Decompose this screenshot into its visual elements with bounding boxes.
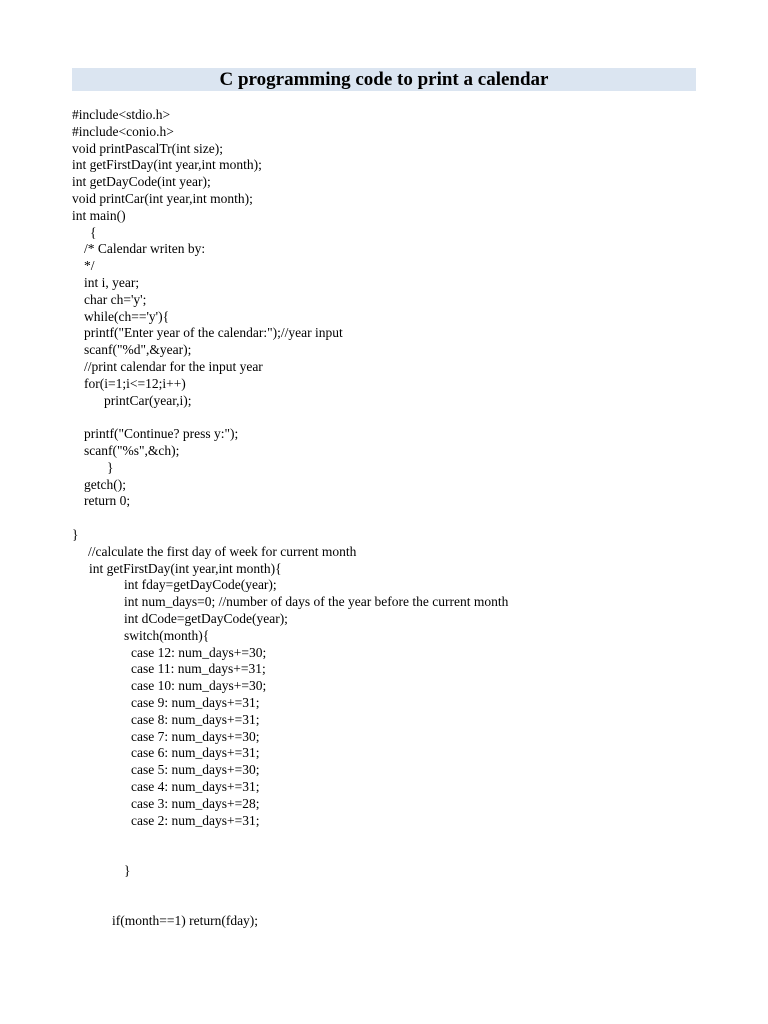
code-line: }	[72, 527, 79, 542]
code-line: scanf("%s",&ch);	[84, 443, 180, 458]
code-line: return 0;	[84, 493, 131, 509]
code-line: case 6: num_days+=31;	[131, 745, 260, 761]
code-line: printCar(year,i);	[104, 392, 192, 408]
code-line: int i, year;	[84, 275, 140, 290]
code-line: switch(month){	[124, 627, 210, 643]
code-line: case 7: num_days+=30;	[131, 728, 260, 744]
code-line: int main()	[72, 207, 126, 223]
code-line: case 8: num_days+=31;	[131, 711, 260, 727]
code-line: //calculate the first day of week for current month	[88, 543, 357, 559]
code-line: //print calendar for the input year	[84, 359, 263, 374]
code-line: #include<conio.h>	[72, 123, 174, 139]
code-line: case 3: num_days+=28;	[131, 795, 260, 811]
code-line: while(ch=='y'){	[84, 308, 170, 324]
code-line: case 4: num_days+=31;	[131, 779, 260, 794]
code-line: /* Calendar writen by:	[84, 241, 206, 257]
code-line: if(month==1) return(fday);	[112, 913, 259, 929]
code-line: */	[84, 258, 95, 274]
code-line: #include<stdio.h>	[72, 107, 171, 122]
document-title: C programming code to print a calendar	[72, 68, 696, 91]
code-line: scanf("%d",&year);	[84, 342, 192, 358]
code-line: int dCode=getDayCode(year);	[124, 611, 288, 626]
code-line: int getFirstDay(int year,int month);	[72, 157, 262, 173]
code-line: for(i=1;i<=12;i++)	[84, 375, 186, 391]
code-line: int num_days=0; //number of days of the year before the current month	[124, 594, 509, 610]
code-line: void printCar(int year,int month);	[72, 191, 253, 206]
code-line: case 12: num_days+=30;	[131, 644, 267, 660]
code-line: }	[107, 459, 114, 475]
code-line: case 9: num_days+=31;	[131, 695, 260, 710]
code-line: getch();	[84, 476, 126, 492]
code-line: case 5: num_days+=30;	[131, 762, 260, 778]
code-line: case 2: num_days+=31;	[131, 812, 260, 828]
code-line: int getFirstDay(int year,int month){	[89, 560, 282, 576]
code-line: printf("Continue? press y:");	[84, 426, 239, 442]
code-line: int fday=getDayCode(year);	[124, 577, 277, 593]
code-line: int getDayCode(int year);	[72, 174, 211, 190]
code-line: char ch='y';	[84, 291, 147, 307]
code-line: case 11: num_days+=31;	[131, 661, 266, 677]
code-line: printf("Enter year of the calendar:");//year input	[84, 325, 343, 341]
code-line: void printPascalTr(int size);	[72, 140, 223, 156]
code-line: case 10: num_days+=30;	[131, 678, 267, 694]
code-line: }	[124, 863, 131, 878]
code-line: {	[90, 224, 97, 240]
